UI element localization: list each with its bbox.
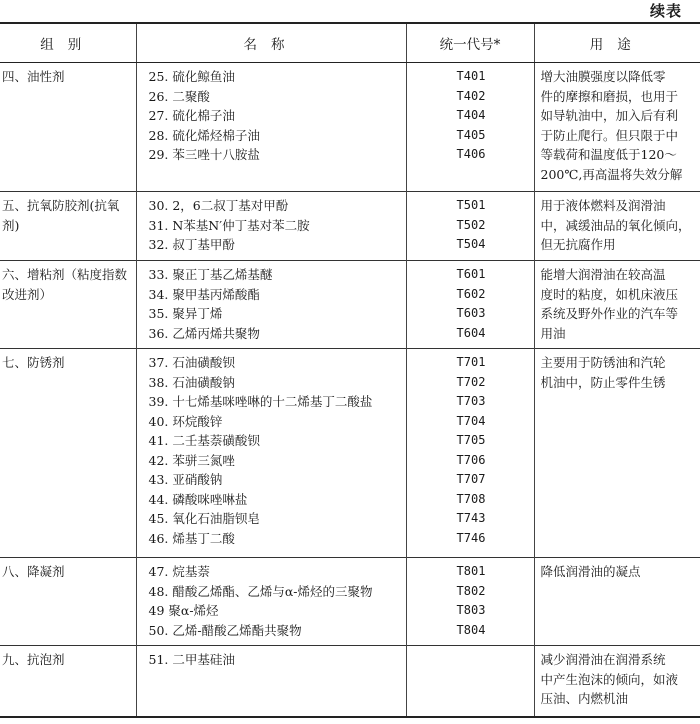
item-code: T705 — [456, 433, 486, 447]
use-line: 主要用于防锈油和汽轮 — [540, 355, 666, 370]
item-code: T603 — [456, 306, 486, 320]
use-line: 能增大润滑油在较高温 — [540, 267, 666, 282]
item-name: 28. 硫化烯烃棉子油 — [148, 127, 260, 143]
use-line: 机油中，防止零件生锈 — [540, 374, 666, 390]
use-cell — [534, 646, 700, 718]
item-code: T405 — [456, 127, 486, 142]
item-name: 43. 亚硝酸钠 — [148, 472, 223, 487]
item-code: T707 — [456, 472, 486, 486]
group-cell — [0, 646, 136, 718]
item-name: 33. 聚正丁基乙烯基醚 — [148, 267, 273, 282]
group-cell — [0, 63, 136, 192]
group-label: 八、降凝剂 — [2, 564, 65, 579]
use-line: 中，减缓油品的氧化倾向， — [540, 217, 691, 233]
table-row — [0, 192, 700, 261]
item-name: 47. 烷基萘 — [148, 564, 210, 579]
item-name: 42. 苯骈三氮唑 — [148, 452, 235, 468]
use-line: 中产生泡沫的倾向，如液 — [540, 671, 679, 687]
name-cell — [136, 261, 406, 349]
item-name: 36. 乙烯丙烯共聚物 — [148, 325, 260, 341]
item-name: 50. 乙烯-醋酸乙烯酯共聚物 — [148, 622, 302, 638]
table-body — [0, 63, 700, 718]
name-cell — [136, 558, 406, 646]
item-name: 26. 二聚酸 — [148, 88, 210, 104]
group-label: 四、油性剂 — [2, 69, 65, 84]
item-code: T601 — [456, 267, 486, 281]
code-cell — [406, 349, 534, 558]
item-name: 38. 石油磺酸钠 — [148, 374, 235, 390]
item-code: T402 — [456, 88, 486, 103]
item-code: T602 — [456, 286, 486, 301]
use-line: 增大油膜强度以降低零 — [540, 69, 666, 84]
group-label: 九、抗泡剂 — [2, 652, 65, 667]
use-line: 系统及野外作业的汽车等 — [540, 306, 679, 321]
item-code: T504 — [456, 237, 486, 251]
use-cell — [534, 192, 700, 261]
name-cell — [136, 192, 406, 261]
group-label: 六、增粘剂（粘度指数 — [2, 267, 128, 282]
item-code: T743 — [456, 511, 486, 525]
name-cell — [136, 349, 406, 558]
item-code: T702 — [456, 374, 486, 389]
item-code: T604 — [456, 325, 486, 340]
header-row — [0, 23, 700, 63]
group-cell — [0, 192, 136, 261]
group-cell — [0, 558, 136, 646]
item-name: 51. 二甲基硅油 — [148, 652, 235, 667]
header-code: 统一代号* — [406, 23, 534, 63]
item-name: 34. 聚甲基丙烯酸酯 — [148, 286, 260, 302]
item-code: T404 — [456, 108, 486, 122]
item-code: T401 — [456, 69, 486, 83]
item-name: 25. 硫化鲸鱼油 — [148, 69, 235, 84]
group-label: 七、防锈剂 — [2, 355, 65, 370]
item-name: 44. 磷酸咪唑啉盐 — [148, 491, 248, 507]
use-cell — [534, 63, 700, 192]
group-label: 改进剂） — [2, 286, 53, 302]
group-label: 剂) — [2, 217, 20, 233]
item-name: 39. 十七烯基咪唑啉的十二烯基丁二酸盐 — [148, 394, 373, 409]
code-cell — [406, 646, 534, 718]
table-row — [0, 63, 700, 192]
table-row — [0, 349, 700, 558]
item-name: 29. 苯三唑十八胺盐 — [148, 147, 260, 162]
use-cell — [534, 558, 700, 646]
header-use: 用途 — [534, 23, 700, 63]
item-name: 45. 氧化石油脂钡皂 — [148, 511, 260, 526]
group-cell — [0, 349, 136, 558]
item-name: 30. 2，6二叔丁基对甲酚 — [148, 198, 289, 213]
continued-label: 续表 — [649, 2, 682, 20]
group-cell — [0, 261, 136, 349]
item-code: T804 — [456, 622, 486, 637]
item-name: 49 聚α-烯烃 — [148, 603, 219, 618]
code-cell — [406, 63, 534, 192]
item-code: T501 — [456, 198, 486, 212]
use-line: 但无抗腐作用 — [540, 237, 616, 252]
item-name: 48. 醋酸乙烯酯、乙烯与α-烯烃的三聚物 — [148, 583, 373, 599]
item-name: 27. 硫化棉子油 — [148, 108, 235, 123]
use-line: 200℃,再高温将失效分解 — [540, 166, 683, 182]
item-code: T801 — [456, 564, 486, 578]
table-row — [0, 261, 700, 349]
item-code: T802 — [456, 583, 486, 598]
additive-table — [0, 22, 700, 718]
item-code: T704 — [456, 413, 486, 428]
name-cell — [136, 646, 406, 718]
use-line: 如导轨油中，加入后有利 — [540, 108, 679, 123]
table-row — [0, 558, 700, 646]
item-name: 31. N苯基N′仲丁基对苯二胺 — [148, 217, 310, 233]
item-code: T502 — [456, 217, 486, 232]
name-cell — [136, 63, 406, 192]
code-cell — [406, 192, 534, 261]
header-group: 组别 — [0, 23, 136, 63]
use-line: 等载荷和温度低于120～ — [540, 147, 677, 162]
code-cell — [406, 261, 534, 349]
use-line: 度时的粘度，如机床液压 — [540, 286, 679, 302]
use-line: 于防止爬行。但只限于中 — [540, 127, 679, 143]
use-line: 减少润滑油在润滑系统 — [540, 652, 666, 667]
item-name: 37. 石油磺酸钡 — [148, 355, 235, 370]
use-line: 压油、内燃机油 — [540, 691, 629, 706]
item-name: 46. 烯基丁二酸 — [148, 530, 235, 546]
use-line: 件的摩擦和磨损，也用于 — [540, 88, 679, 104]
item-name: 41. 二壬基萘磺酸钡 — [148, 433, 260, 448]
item-name: 40. 环烷酸锌 — [148, 413, 223, 429]
group-label: 五、抗氧防胶剂(抗氧 — [2, 198, 120, 213]
item-code: T803 — [456, 603, 486, 617]
use-cell — [534, 349, 700, 558]
use-line: 降低润滑油的凝点 — [540, 564, 641, 579]
item-code: T406 — [456, 147, 486, 161]
use-line: 用油 — [540, 325, 566, 341]
table-row — [0, 646, 700, 718]
item-code: T746 — [456, 530, 486, 545]
item-name: 32. 叔丁基甲酚 — [148, 237, 235, 252]
item-code: T701 — [456, 355, 486, 369]
item-code: T703 — [456, 394, 486, 408]
item-code: T708 — [456, 491, 486, 506]
item-code: T706 — [456, 452, 486, 467]
code-cell — [406, 558, 534, 646]
use-cell — [534, 261, 700, 349]
use-line: 用于液体燃料及润滑油 — [540, 198, 666, 213]
item-name: 35. 聚异丁烯 — [148, 306, 223, 321]
header-name: 名称 — [136, 23, 406, 63]
